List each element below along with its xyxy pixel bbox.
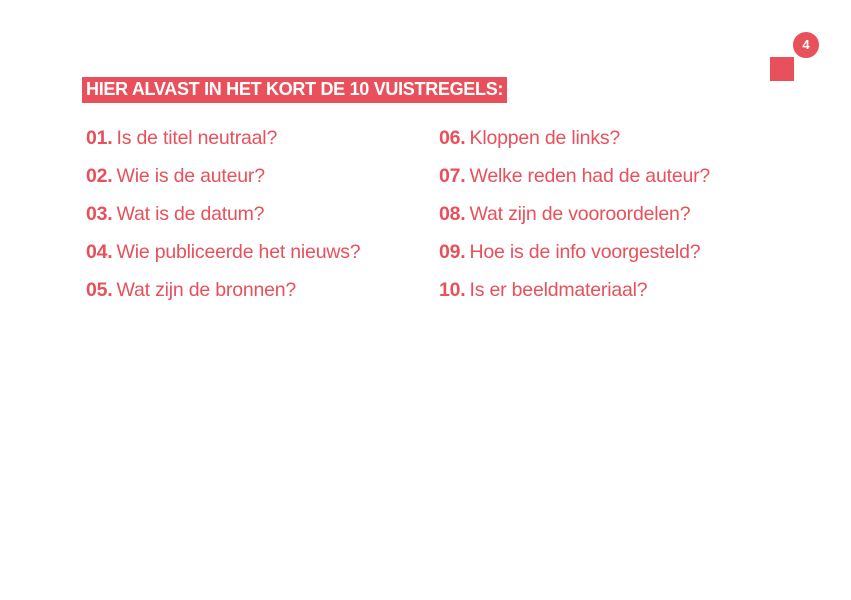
rule-text: Is de titel neutraal? [116,127,278,149]
rule-text: Is er beeldmateriaal? [469,279,648,301]
rule-number: 04. [86,241,113,263]
list-item [439,239,710,277]
decorative-square [770,57,794,81]
rule-number: 09. [439,241,466,263]
list-item [86,163,360,201]
rule-text: Kloppen de links? [469,127,621,149]
rule-number: 05. [86,279,113,301]
rule-text: Hoe is de info voorgesteld? [469,241,701,263]
rule-number: 07. [439,165,466,187]
rule-number: 08. [439,203,466,225]
rule-number: 10. [439,279,466,301]
rules-list-left [86,125,360,315]
list-item [86,125,360,163]
section-heading: HIER ALVAST IN HET KORT DE 10 VUISTREGELS: [82,77,507,103]
rule-number: 06. [439,127,466,149]
rules-list-right [439,125,710,315]
page-number-marker [770,30,830,82]
rule-text: Wat is de datum? [116,203,265,225]
list-item [86,201,360,239]
list-item [439,163,710,201]
list-item [439,277,710,315]
list-item [86,277,360,315]
rule-text: Wat zijn de vooroordelen? [469,203,691,225]
list-item [439,125,710,163]
rule-text: Wat zijn de bronnen? [116,279,297,301]
rule-number: 02. [86,165,113,187]
rule-number: 03. [86,203,113,225]
list-item [86,239,360,277]
rule-text: Wie is de auteur? [116,165,265,187]
rule-text: Wie publiceerde het nieuws? [116,241,361,263]
list-item [439,201,710,239]
rule-text: Welke reden had de auteur? [469,165,711,187]
page-number: 4 [791,30,821,60]
rule-number: 01. [86,127,113,149]
